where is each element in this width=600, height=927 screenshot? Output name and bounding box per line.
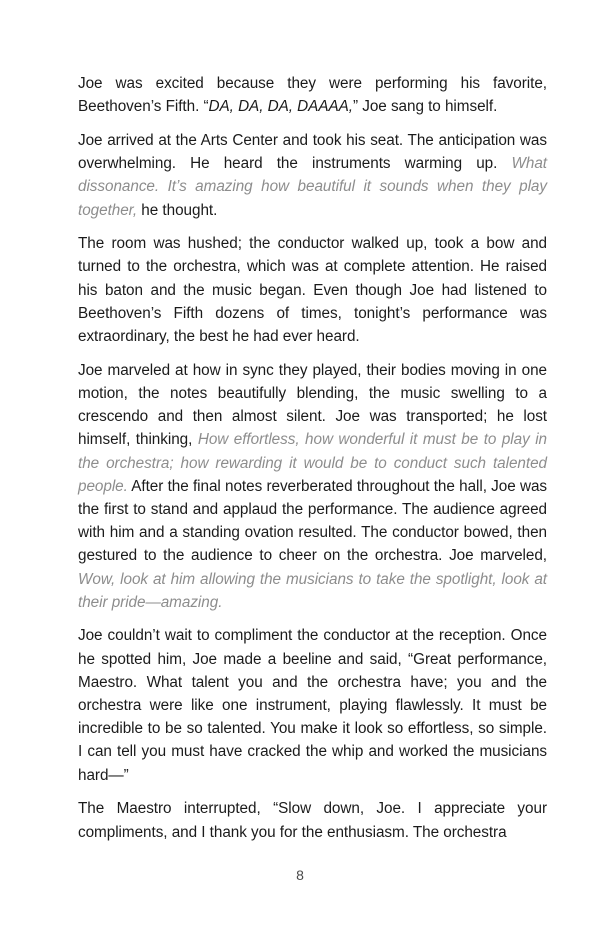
inner-thought-text: How effortless, how wonderful it must be to play in the orchestra; how rewarding it would be to conduct such talented people.: [78, 431, 547, 495]
emphasis-text: DA, DA, DA, DAAAA,: [208, 98, 353, 116]
narration-text: Joe arrived at the Arts Center and took his seat. The anticipation was overwhelming. He heard the instruments warming up.: [78, 131, 547, 173]
narration-text: The room was hushed; the conductor walked up, took a bow and turned to the orchestra, which was at complete attention. He raised his baton and the music began. Even though Joe had listened to Beethoven’s Fifth dozens of times, tonight’s performance was extraordinary, the best he had ever heard.: [78, 235, 547, 346]
inner-thought-text: What dissonance. It’s amazing how beautiful it sounds when they play together,: [78, 155, 547, 219]
paragraph-5: [78, 624, 547, 786]
body-text-column: [78, 72, 547, 844]
narration-text: Joe couldn’t wait to compliment the conductor at the reception. Once he spotted him, Joe made a beeline and said, “Great performance, Maestro. What talent you and the orchestra have; you and the orchestra were like one instrument, playing flawlessly. It must be incredible to be so talented. You make it look so effortless, so simple. I can tell you must have cracked the whip and worked the musicians hard—”: [78, 627, 547, 784]
page-number: 8: [296, 867, 304, 883]
inner-thought-text: Wow, look at him allowing the musicians to take the spotlight, look at their pride—amazing.: [78, 570, 547, 611]
paragraph-3: [78, 232, 547, 348]
paragraph-2: [78, 129, 547, 222]
paragraph-6: [78, 797, 547, 843]
narration-text: he thought.: [137, 201, 218, 219]
narration-text: ” Joe sang to himself.: [352, 98, 498, 116]
paragraph-4: [78, 359, 547, 614]
narration-text: Joe was excited because they were performing his favorite, Beethoven’s Fifth. “: [78, 75, 547, 116]
paragraph-1: [78, 72, 547, 118]
narration-text: Joe marveled at how in sync they played, their bodies moving in one motion, the notes beautifully blending, the music swelling to a crescendo and then almost silent. Joe was transported; he lost himself, thinking,: [78, 361, 547, 449]
narration-text: After the final notes reverberated throughout the hall, Joe was the first to stand and applaud the performance. The audience agreed with him and a standing ovation resulted. The conductor bowed, then gestured to the audience to cheer on the orchestra. Joe marveled,: [78, 477, 547, 565]
narration-text: The Maestro interrupted, “Slow down, Joe. I appreciate your compliments, and I thank you for the enthusiasm. The orchestra: [78, 800, 547, 841]
